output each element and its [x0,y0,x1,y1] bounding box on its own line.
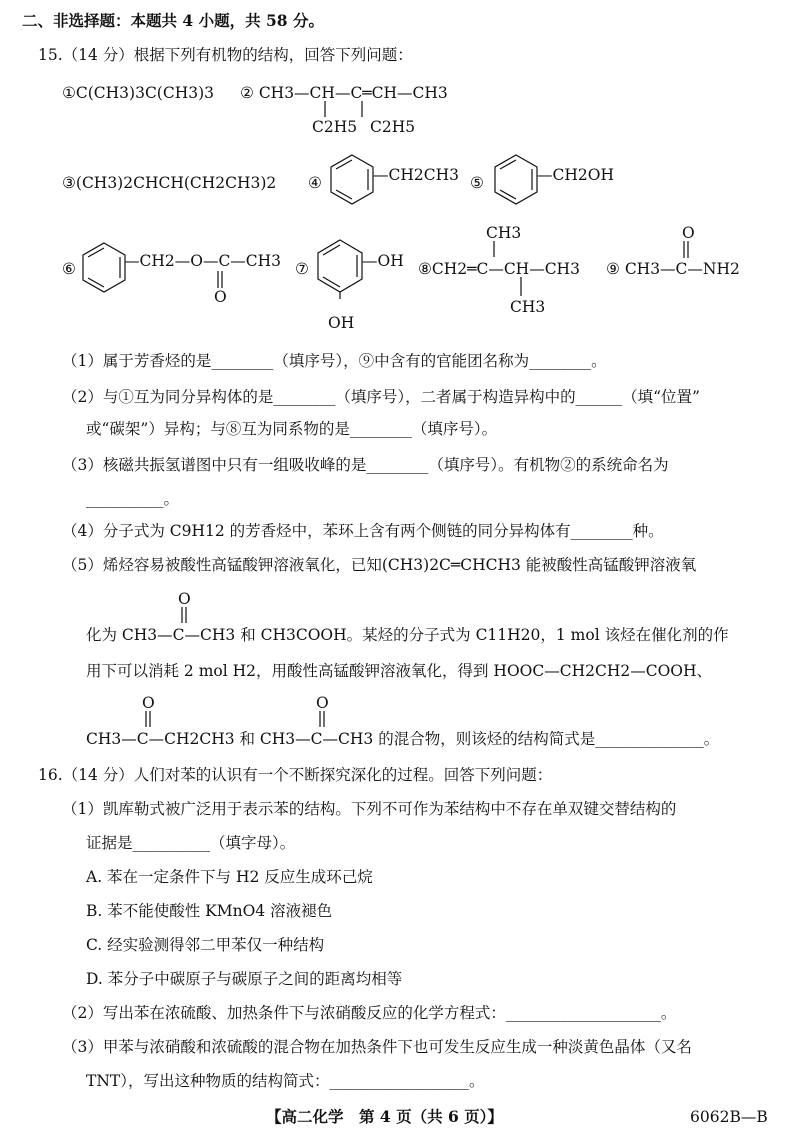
q16-option-b: B. 苯不能使酸性 KMnO4 溶液褪色 [86,902,333,920]
q15-part-5-o1: O [178,590,191,608]
compound-9-o: O [682,224,695,242]
q15-part-2a: （2）与①互为同分异构体的是________（填序号），二者属于构造异构中的______（填“位置” [62,388,700,406]
compound-2-main: ② CH3—CH—C═CH—CH3 [240,84,448,102]
q15-part-2b: 或“碳架”）异构；与⑧互为同系物的是________（填序号）。 [86,420,498,438]
compound-8-main: ⑧CH2═C—CH—CH3 [418,260,580,278]
q15-part-5-o3: O [316,694,329,712]
q15-part-3a: （3）核磁共振氢谱图中只有一组吸收峰的是________（填序号）。有机物②的系统命名为 [62,456,669,474]
q15-part-5a: （5）烯烃容易被酸性高锰酸钾溶液氧化，已知(CH3)2C═CHCH3 能被酸性高锰酸钾溶液氧 [62,556,697,574]
q15-part-5-bond1 [174,606,194,626]
q16-option-c: C. 经实验测得邻二甲苯仅一种结构 [86,936,325,954]
q15-part-4: （4）分子式为 C9H12 的芳香烃中，苯环上含有两个侧链的同分异构体有________种。 [62,522,664,540]
compound-1: ①C(CH3)3C(CH3)3 [62,84,215,102]
footer-page-info: 【高二化学 第 4 页（共 6 页）】 [266,1107,503,1126]
q16-option-d: D. 苯分子中碳原子与碳原子之间的距离均相等 [86,970,403,988]
q15-stem: 15.（14 分）根据下列有机物的结构，回答下列问题： [38,46,413,64]
compound-8-bottom: CH3 [510,298,546,316]
compound-5-group: —CH2OH [537,166,614,184]
q15-part-5b: 化为 CH3—C—CH3 和 CH3COOH。某烃的分子式为 C11H20，1 mol 该烃在催化剂的作 [86,626,729,644]
compound-9-carbonyl-bond [676,240,696,260]
q16-part-1b: 证据是__________（填字母）。 [86,834,296,852]
compound-4-num: ④ [308,174,322,192]
q15-part-3b: __________。 [86,490,180,508]
compound-7-oh2: OH [328,314,355,332]
q15-part-1: （1）属于芳香烃的是________（填序号），⑨中含有的官能团名称为________。 [62,352,607,370]
compound-3: ③(CH3)2CHCH(CH2CH3)2 [62,174,277,192]
compound-4-group: —CH2CH3 [373,166,459,184]
compound-6-chain: —CH2—O—C—CH3 [124,252,282,270]
q16-part-1a: （1）凯库勒式被广泛用于表示苯的结构。下列不可作为苯结构中不存在单双键交替结构的 [62,800,677,818]
q15-part-5d: CH3—C—CH2CH3 和 CH3—C—CH3 的混合物，则该烃的结构简式是______________。 [86,730,720,748]
q15-part-5-bond2 [138,710,158,730]
footer-code: 6062B—B [690,1108,768,1126]
compound-5-num: ⑤ [470,174,484,192]
q15-part-5-bond3 [312,710,332,730]
compound-2-sub: C2H5 C2H5 [312,118,416,136]
q16-part-3a: （3）甲苯与浓硝酸和浓硫酸的混合物在加热条件下也可发生反应生成一种淡黄色晶体（又名 [62,1038,692,1056]
compound-7-num: ⑦ [295,260,309,278]
q16-part-3b: TNT），写出这种物质的结构简式：__________________。 [86,1072,485,1090]
q16-option-a: A. 苯在一定条件下与 H2 反应生成环己烷 [86,868,373,886]
q15-part-5c: 用下可以消耗 2 mol H2，用酸性高锰酸钾溶液氧化，得到 HOOC—CH2CH2—COOH、 [86,662,712,680]
q16-part-2: （2）写出苯在浓硫酸、加热条件下与浓硝酸反应的化学方程式：____________________。 [62,1004,677,1022]
compound-9-main: ⑨ CH3—C—NH2 [606,260,740,278]
q15-part-5-o2: O [142,694,155,712]
q16-stem: 16.（14 分）人们对苯的认识有一个不断探究深化的过程。回答下列问题： [38,766,553,784]
compound-6-o: O [214,288,227,306]
compound-8-top: CH3 [486,224,522,242]
compound-7-oh1: —OH [362,252,404,270]
compound-6-num: ⑥ [62,260,76,278]
section-header: 二、非选择题：本题共 4 小题，共 58 分。 [22,11,324,30]
